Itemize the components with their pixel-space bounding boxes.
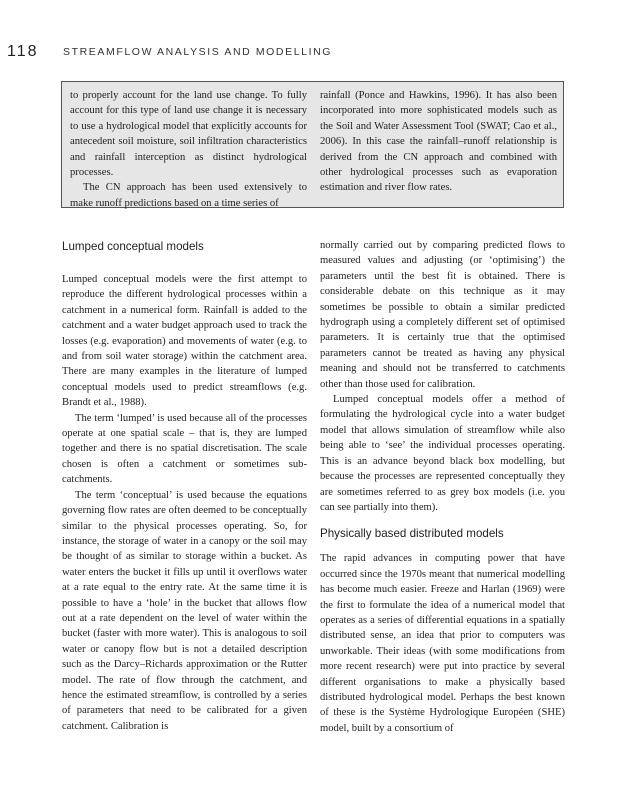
body-paragraph: normally carried out by comparing predicted flows to measured values and adjusting (or ‘optimising’) the parameters until the best fit is obtained. There is considerable debate on this technique as it may sometimes be possible to obtain a similar predicted hydrograph using a completely different set of optimised parameters. It is certainly true that the optimised parameters cannot be treated as having any physical meaning and should not be transferred to catchments other than those used for calibration. [320, 240, 565, 390]
box-left-column [70, 88, 307, 211]
section-heading-physically-based: Physically based distributed models [320, 527, 504, 541]
box-right-column [320, 88, 557, 196]
shaded-box [61, 81, 564, 208]
body-paragraph: Lumped conceptual models offer a method of formulating the hydrological cycle into a water budget model that allows simulation of streamflow while also being able to ‘see’ the individual processes operating. This is an advance beyond black box modelling, but because the processes are represented conceptually they are sometimes referred to as grey box models (i.e. you can see partially into them). [320, 394, 565, 513]
box-paragraph: The CN approach has been used extensively to make runoff predictions based on a time series of [70, 182, 307, 209]
page-number: 118 [7, 43, 39, 60]
page-header [0, 43, 627, 65]
right-column [320, 238, 565, 736]
body-paragraph: Lumped conceptual models were the first attempt to reproduce the different hydrological processes within a catchment in a numerical form. Rainfall is added to the catchment and a water budget approach used to track the losses (e.g. evaporation) and movements of water (e.g. to and from soil water storage) within the catchment area. There are many examples in the literature of lumped conceptual models used to predict streamflows (e.g. Brandt et al., 1988). [62, 274, 307, 409]
left-column [62, 238, 307, 734]
running-head: STREAMFLOW ANALYSIS AND MODELLING [63, 46, 333, 58]
box-paragraph: rainfall (Ponce and Hawkins, 1996). It has also been incorporated into more sophisticated models such as the Soil and Water Assessment Tool (SWAT; Cao et al., 2006). In this case the rainfall–runoff relationship is derived from the CN approach and combined with other hydrological processes such as evaporation estimation and river flow rates. [320, 90, 557, 194]
box-paragraph: to properly account for the land use change. To fully account for this type of land use change it is necessary to use a hydrological model that explicitly accounts for antecedent soil moisture, soil infiltration characteristics and rainfall interception as distinct hydrological processes. [70, 90, 307, 179]
body-paragraph: The rapid advances in computing power that have occurred since the 1970s meant that numerical modelling has become much easier. Freeze and Harlan (1969) were the first to formulate the idea of a numerical model that operates as a series of differential equations in a spatially distributed sense, an idea that prior to computers was unworkable. Their ideas (with some modifications from more recent research) were put into practice by several different organisations to make a physically based distributed hydrological model. Perhaps the best known of these is the Système Hydrologique Européen (SHE) model, built by a consortium of [320, 553, 565, 734]
body-paragraph: The term ‘conceptual’ is used because the equations governing flow rates are often deemed to be conceptually similar to the physical processes operating. So, for instance, the storage of water in a canopy or the soil may be thought of as similar to storage within a bucket. As water enters the bucket it fills up until it overflows water at a rate equal to the entry rate. At the same time it is possible to have a ‘hole’ in the bucket that allows flow out at a rate dependent on the level of water within the bucket (faster with more water). This is analogous to soil water or canopy flow but is not a detailed description such as the Darcy–Richards approximation or the Rutter model. The rate of flow through the catchment, and hence the estimated streamflow, is controlled by a series of parameters that need to be calibrated for a given catchment. Calibration is [62, 489, 307, 732]
section-heading-lumped-conceptual: Lumped conceptual models [62, 240, 204, 253]
body-paragraph: The term ‘lumped’ is used because all of the processes operate at one spatial scale – that is, they are lumped together and there is no spatial discretisation. The scale chosen is often a catchment or sometimes sub-catchments. [62, 412, 307, 486]
